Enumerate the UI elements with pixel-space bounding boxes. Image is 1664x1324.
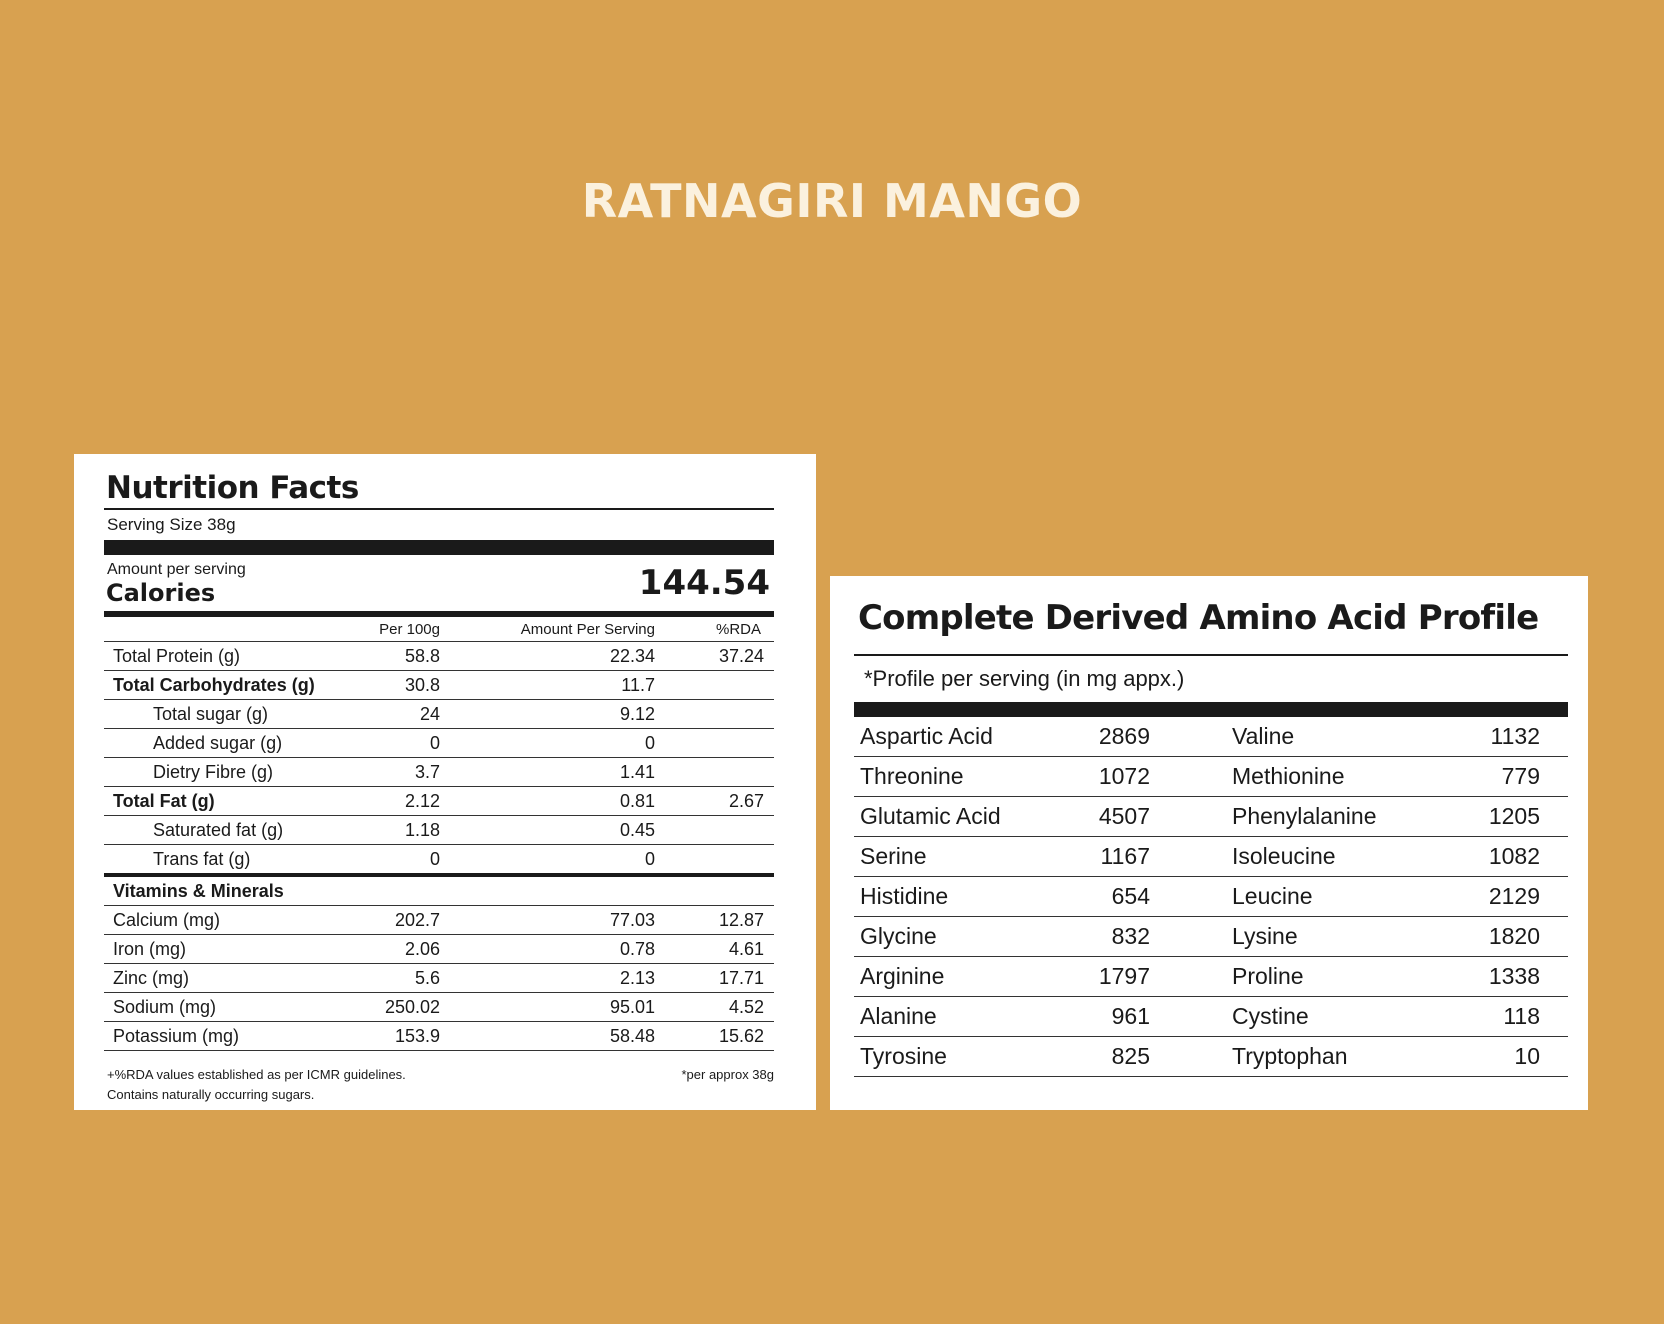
amino-acid-heading: Complete Derived Amino Acid Profile	[858, 598, 1539, 638]
amino-acid-value: 2129	[1488, 883, 1540, 909]
amino-acid-value: 1072	[1098, 763, 1150, 789]
table-row	[854, 877, 1568, 916]
per-serving-value: 77.03	[609, 910, 655, 930]
table-row	[104, 671, 774, 699]
table-row	[854, 757, 1568, 796]
rda-value: 4.52	[728, 997, 764, 1017]
per-100g-value: 58.8	[404, 646, 440, 666]
table-header-row	[104, 617, 774, 641]
amino-acid-name: Histidine	[860, 883, 949, 909]
column-header-rda: %RDA	[715, 621, 761, 638]
table-row	[104, 993, 774, 1021]
sugar-footnote: Contains naturally occurring sugars.	[107, 1087, 315, 1102]
divider-thick	[104, 540, 774, 555]
amino-acid-name: Serine	[860, 843, 927, 869]
amino-acid-name: Tyrosine	[860, 1043, 947, 1069]
per-serving-value: 2.13	[619, 968, 655, 988]
amino-acid-name: Methionine	[1232, 763, 1345, 789]
per-serving-value: 9.12	[619, 704, 655, 724]
per-100g-value: 24	[419, 704, 440, 724]
per-100g-value: 5.6	[414, 968, 440, 988]
amino-acid-value: 654	[1111, 883, 1150, 909]
amino-acid-name: Valine	[1232, 723, 1295, 749]
per-100g-value: 30.8	[404, 675, 440, 695]
amino-acid-value: 1820	[1488, 923, 1540, 949]
per-100g-value: 1.18	[404, 820, 440, 840]
amino-acid-name: Isoleucine	[1232, 843, 1336, 869]
table-row	[104, 787, 774, 815]
nutrient-name: Calcium (mg)	[113, 910, 221, 930]
nutrient-name: Sodium (mg)	[113, 997, 217, 1017]
per-100g-value: 3.7	[414, 762, 440, 782]
per-serving-value: 0.45	[619, 820, 655, 840]
table-row	[104, 700, 774, 728]
rda-value: 37.24	[718, 646, 764, 666]
serving-footnote: *per approx 38g	[681, 1067, 774, 1082]
nutrition-facts-content	[104, 468, 774, 1109]
nutrient-name: Iron (mg)	[113, 939, 187, 959]
per-100g-value: 153.9	[394, 1026, 440, 1046]
per-serving-value: 22.34	[609, 646, 655, 666]
per-100g-value: 202.7	[394, 910, 440, 930]
table-row	[104, 964, 774, 992]
amino-acid-value: 825	[1111, 1043, 1150, 1069]
row-divider	[854, 1076, 1568, 1077]
nutrition-facts-heading: Nutrition Facts	[106, 470, 359, 506]
amino-acid-value: 1205	[1488, 803, 1540, 829]
amount-per-serving-label: Amount per serving	[107, 561, 246, 578]
calories-label: Calories	[106, 579, 216, 607]
table-row	[104, 1022, 774, 1050]
amino-acid-value: 961	[1111, 1003, 1150, 1029]
amino-acid-name: Proline	[1232, 963, 1304, 989]
per-serving-value: 0	[644, 849, 655, 869]
nutrient-name: Potassium (mg)	[113, 1026, 240, 1046]
table-row	[104, 845, 774, 873]
rda-value: 12.87	[718, 910, 764, 930]
amino-acid-name: Tryptophan	[1232, 1043, 1348, 1069]
amino-acid-value: 2869	[1098, 723, 1150, 749]
per-100g-value: 250.02	[384, 997, 440, 1017]
per-serving-value: 95.01	[609, 997, 655, 1017]
rda-footnote: +%RDA values established as per ICMR guidelines.	[107, 1067, 406, 1082]
amino-acid-name: Aspartic Acid	[860, 723, 993, 749]
amino-acid-content	[854, 596, 1568, 1077]
amino-acid-name: Leucine	[1232, 883, 1313, 909]
serving-size: Serving Size 38g	[107, 515, 236, 534]
page-title: RATNAGIRI MANGO	[581, 174, 1083, 228]
per-serving-value: 0	[644, 733, 655, 753]
footnote-left	[107, 1065, 406, 1105]
nutrient-name: Total Protein (g)	[113, 646, 241, 666]
amino-acid-value: 1167	[1100, 843, 1150, 869]
amino-acid-value: 4507	[1098, 803, 1150, 829]
nutrient-name: Saturated fat (g)	[153, 820, 284, 840]
amino-acid-name: Glycine	[860, 923, 937, 949]
table-row	[854, 997, 1568, 1036]
column-header-per-100g: Per 100g	[379, 621, 440, 638]
nutrient-name: Added sugar (g)	[153, 733, 283, 753]
amino-acid-name: Phenylalanine	[1232, 803, 1377, 829]
rda-value: 15.62	[718, 1026, 764, 1046]
table-row	[854, 1037, 1568, 1076]
nutrient-name: Trans fat (g)	[153, 849, 251, 869]
amino-acid-value: 10	[1514, 1043, 1540, 1069]
table-row	[104, 935, 774, 963]
amino-acid-name: Glutamic Acid	[860, 803, 1001, 829]
per-100g-value: 0	[429, 849, 440, 869]
amino-acid-value: 1082	[1488, 843, 1540, 869]
calories-value: 144.54	[638, 563, 770, 603]
divider-thick	[854, 702, 1568, 717]
row-divider	[104, 1050, 774, 1051]
footnotes	[104, 1065, 774, 1109]
rda-value: 2.67	[728, 791, 764, 811]
column-header-per-serving: Amount Per Serving	[520, 621, 655, 638]
vitamins-minerals-heading: Vitamins & Minerals	[113, 881, 284, 901]
amino-acid-subheading: *Profile per serving (in mg appx.)	[864, 666, 1185, 691]
amino-acid-value: 1338	[1488, 963, 1540, 989]
amino-acid-value: 118	[1503, 1003, 1540, 1029]
amino-acid-name: Lysine	[1232, 923, 1298, 949]
nutrient-name: Total Fat (g)	[113, 791, 215, 811]
table-row	[104, 906, 774, 934]
per-serving-value: 1.41	[619, 762, 655, 782]
amino-acid-name: Threonine	[860, 763, 964, 789]
nutrient-name: Zinc (mg)	[113, 968, 189, 988]
rda-value: 4.61	[728, 939, 764, 959]
table-row	[854, 837, 1568, 876]
nutrient-name: Dietry Fibre (g)	[153, 762, 274, 782]
per-serving-value: 11.7	[621, 675, 655, 695]
amino-acid-name: Arginine	[860, 963, 945, 989]
amino-acid-panel	[830, 576, 1588, 1110]
calories-block	[104, 555, 774, 611]
per-serving-value: 58.48	[609, 1026, 655, 1046]
per-100g-value: 2.06	[404, 939, 440, 959]
amino-acid-value: 832	[1111, 923, 1150, 949]
amino-acid-value: 779	[1501, 763, 1540, 789]
rda-value: 17.71	[718, 968, 764, 988]
amino-acid-value: 1797	[1098, 963, 1150, 989]
per-100g-value: 2.12	[404, 791, 440, 811]
table-row	[104, 642, 774, 670]
nutrient-name: Total Carbohydrates (g)	[113, 675, 315, 695]
per-serving-value: 0.81	[619, 791, 655, 811]
table-row	[854, 797, 1568, 836]
amino-acid-name: Cystine	[1232, 1003, 1309, 1029]
nutrition-facts-panel	[74, 454, 816, 1110]
amino-acid-name: Alanine	[860, 1003, 937, 1029]
table-row	[854, 917, 1568, 956]
per-serving-value: 0.78	[619, 939, 655, 959]
table-row	[854, 957, 1568, 996]
table-row	[104, 816, 774, 844]
table-row	[104, 729, 774, 757]
table-row	[854, 717, 1568, 756]
per-100g-value: 0	[429, 733, 440, 753]
nutrient-name: Total sugar (g)	[153, 704, 269, 724]
amino-acid-value: 1132	[1490, 723, 1540, 749]
table-row	[104, 758, 774, 786]
